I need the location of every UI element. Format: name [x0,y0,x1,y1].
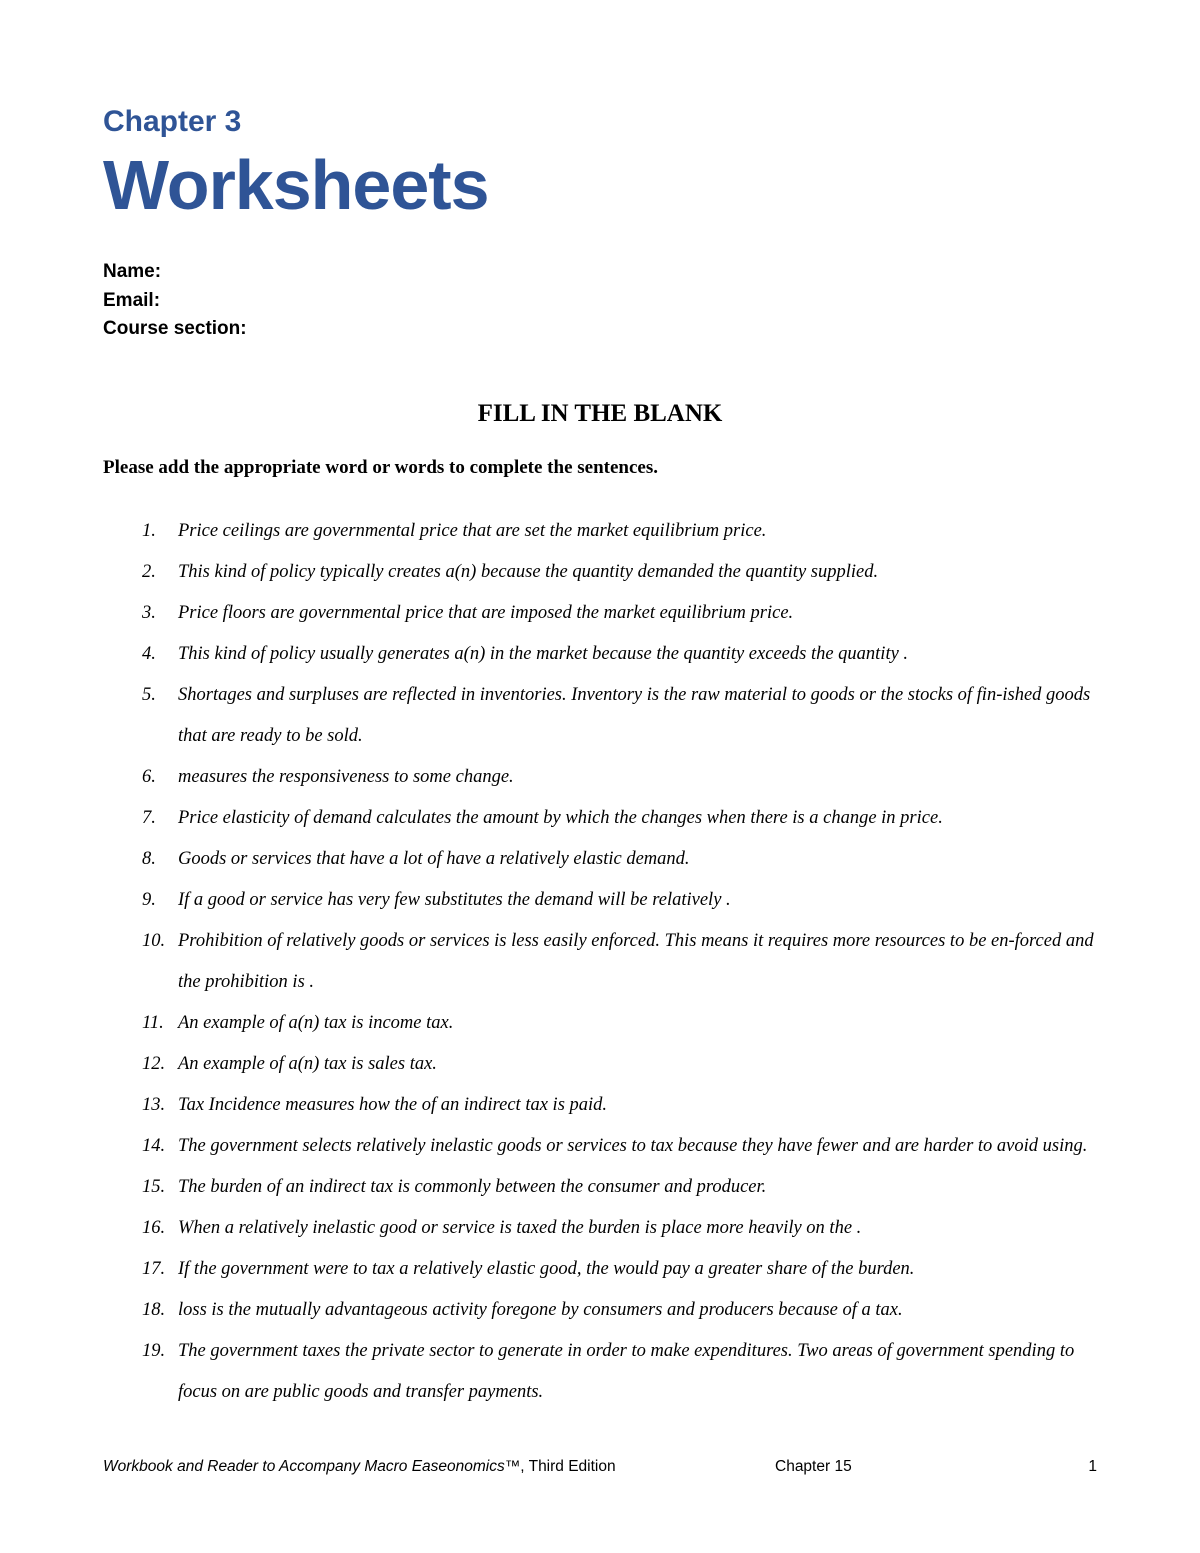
question-number: 18. [142,1299,166,1320]
question-text: Goods or services that have a lot of have a relatively elastic demand. [178,848,690,869]
footer-source-title: Workbook and Reader to Accompany Macro Easeonomics™ [103,1458,521,1475]
question-item [103,511,1097,552]
question-item [103,798,1097,839]
question-text: If a good or service has very few substitutes the demand will be relatively . [178,889,731,910]
question-number: 4. [142,643,156,664]
question-item [103,1331,1097,1413]
question-number: 15. [142,1176,166,1197]
question-item [103,1126,1097,1167]
question-item [103,1085,1097,1126]
footer-source [103,1456,616,1478]
question-item [103,757,1097,798]
question-text: If the government were to tax a relatively elastic good, the would pay a greater share of the burden. [178,1258,915,1279]
question-number: 5. [142,684,156,705]
question-number: 10. [142,930,166,951]
section-heading: FILL IN THE BLANK [477,399,723,427]
question-text: measures the responsiveness to some change. [178,766,514,787]
email-label: Email: [103,289,161,311]
identity-block [103,258,1097,344]
question-item [103,1003,1097,1044]
question-number: 9. [142,889,156,910]
question-item [103,1208,1097,1249]
question-number: 13. [142,1094,166,1115]
question-item [103,552,1097,593]
question-number: 17. [142,1258,166,1279]
question-item [103,634,1097,675]
question-number: 11. [142,1012,164,1033]
question-number: 1. [142,520,156,541]
document-content [103,104,1097,1413]
question-text: Price floors are governmental price that are imposed the market equilibrium price. [178,602,794,623]
question-number: 12. [142,1053,166,1074]
question-text: The burden of an indirect tax is commonly between the consumer and producer. [178,1176,767,1197]
question-text: When a relatively inelastic good or service is taxed the burden is place more heavily on the . [178,1217,862,1238]
question-number: 2. [142,561,156,582]
question-text: This kind of policy typically creates a(n) because the quantity demanded the quantity supplied. [178,561,879,582]
question-item [103,880,1097,921]
question-item [103,839,1097,880]
footer-page-number: 1 [1088,1458,1097,1475]
question-text: Tax Incidence measures how the of an indirect tax is paid. [178,1094,608,1115]
question-number: 19. [142,1340,166,1361]
question-item [103,921,1097,1003]
page-title: Worksheets [103,146,489,224]
page-footer [103,1456,1097,1486]
question-text: loss is the mutually advantageous activity foregone by consumers and producers because of a tax. [178,1299,903,1320]
course-section-label: Course section: [103,318,247,339]
question-text: Prohibition of relatively goods or services is less easily enforced. This means it requires more resources to be en‐forced and the prohibition is . [178,930,1094,992]
question-text: This kind of policy usually generates a(n) in the market because the quantity exceeds the quantity . [178,643,909,664]
question-number: 3. [142,602,156,623]
question-item [103,675,1097,757]
question-text: Price ceilings are governmental price that are set the market equilibrium price. [178,520,767,541]
question-item [103,1290,1097,1331]
question-text: Shortages and surpluses are reflected in inventories. Inventory is the raw material to goods or the stocks of fin‐ished goods that are ready to be sold. [178,684,1091,746]
question-text: An example of a(n) tax is income tax. [178,1012,454,1033]
question-text: An example of a(n) tax is sales tax. [178,1053,437,1074]
question-number: 7. [142,807,156,828]
question-number: 16. [142,1217,166,1238]
question-text: Price elasticity of demand calculates the amount by which the changes when there is a change in price. [178,807,943,828]
name-label: Name: [103,261,162,282]
question-number: 6. [142,766,156,787]
chapter-label: Chapter 3 [103,105,242,138]
question-text: The government selects relatively inelastic goods or services to tax because they have fewer and are harder to avoid using. [178,1135,1088,1156]
question-item [103,1044,1097,1085]
question-list [103,511,1097,1413]
question-item [103,593,1097,634]
question-number: 8. [142,848,156,869]
question-item [103,1249,1097,1290]
footer-chapter: Chapter 15 [775,1458,852,1475]
instructions-text: Please add the appropriate word or words to complete the sentences. [103,456,658,478]
question-text: The government taxes the private sector to generate in order to make expenditures. Two areas of government spending to focus on are public goods and transfer payments. [178,1340,1075,1402]
question-item [103,1167,1097,1208]
footer-source-edition: , Third Edition [520,1458,616,1475]
question-number: 14. [142,1135,166,1156]
